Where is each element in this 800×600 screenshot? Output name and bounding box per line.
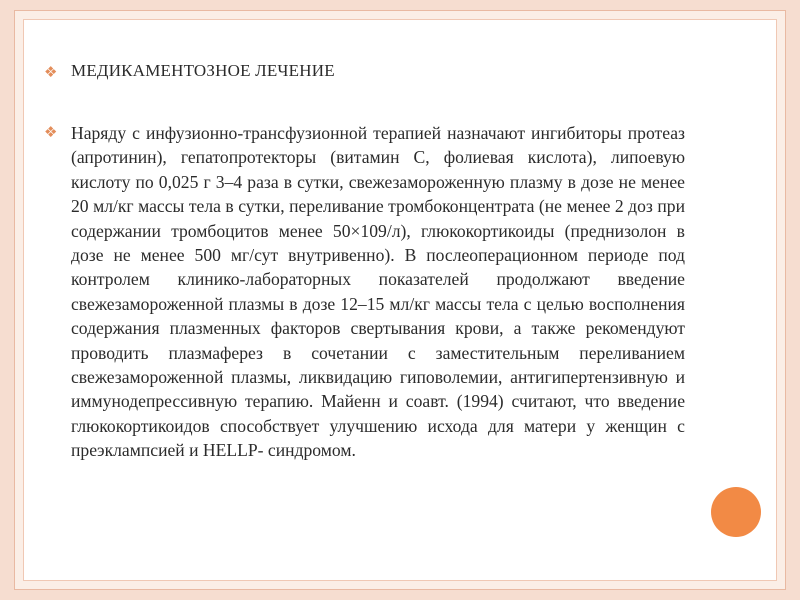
slide-heading: МЕДИКАМЕНТОЗНОЕ ЛЕЧЕНИЕ bbox=[71, 61, 335, 80]
slide-body-text: Наряду с инфузионно-трансфузионной терапией назначают ингибиторы протеаз (апротинин), гепатопротекторы (витамин С, фолиевая кислота), липоевую кислоту по 0,025 г 3–4 раза в сутки, свежезамороженную плазму в дозе не менее 20 мл/кг массы тела в сутки, переливание тромбоконцентрата (не менее 2 доз при содержании тромбоцитов менее 50×109/л), глюкокортикоиды (преднизолон в дозе не менее 500 мг/сут внутривенно). В послеоперационном периоде под контролем клинико-лабораторных показателей продолжают введение свежезамороженной плазмы в дозе 12–15 мл/кг массы тела с целью восполнения содержания плазменных факторов свертывания крови, а также рекомендуют проводить плазмаферез в сочетании с заместительным переливанием свежезамороженной плазмы, ликвидацию гиповолемии, антигипертензивную и иммунодепрессивную терапию. Майенн и соавт. (1994) считают, что введение глюкокортикоидов способствует улучшению исхода для матери у женщин с преэклампсией и HELLP- синдромом. bbox=[71, 123, 685, 461]
diamond-bullet-icon: ❖ bbox=[44, 123, 58, 141]
orange-circle-icon bbox=[711, 487, 761, 537]
diamond-bullet-icon: ❖ bbox=[44, 63, 58, 81]
